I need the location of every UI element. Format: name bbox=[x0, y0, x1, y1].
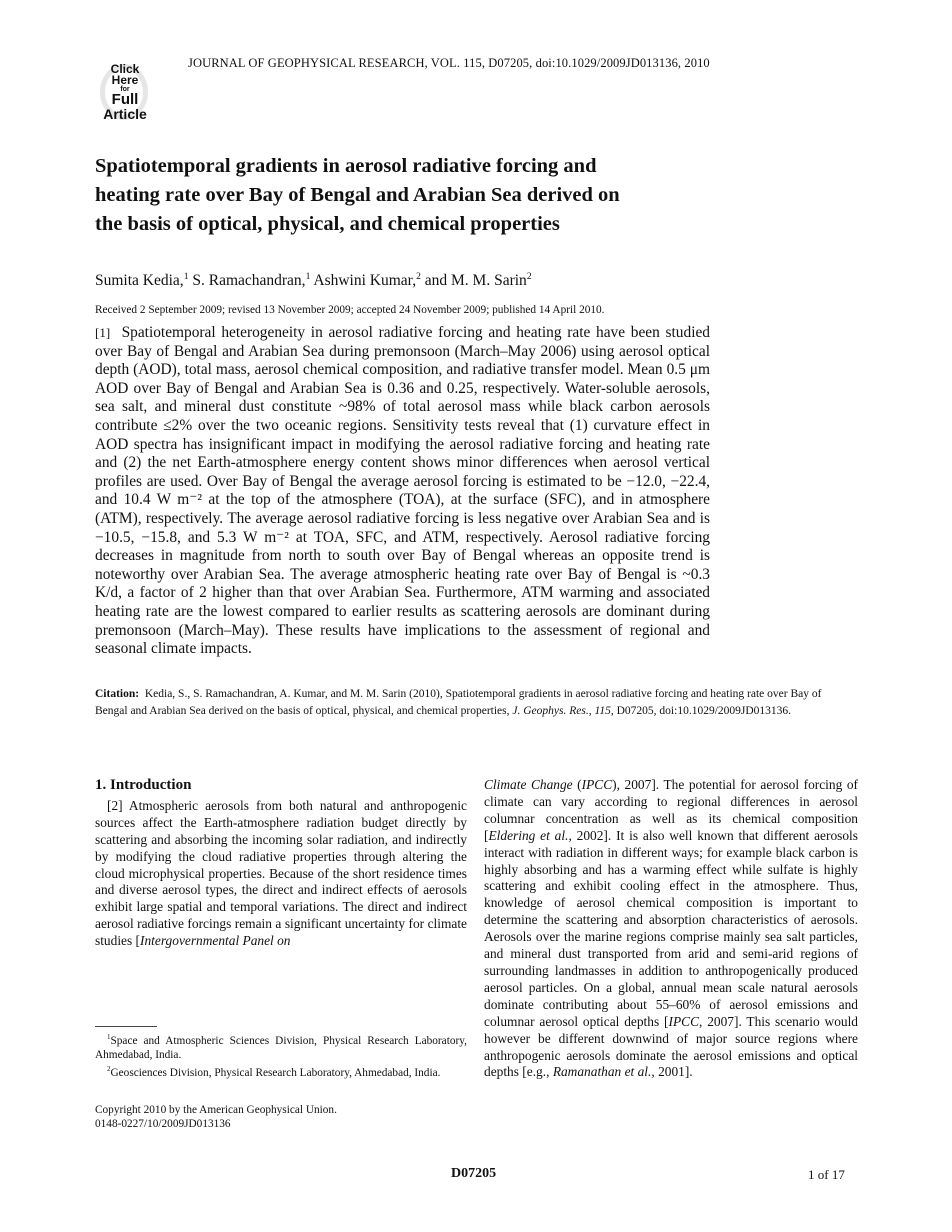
author-name: and M. M. Sarin bbox=[424, 272, 527, 290]
footnote-divider bbox=[95, 1026, 157, 1027]
reference: IPCC bbox=[581, 777, 613, 792]
affiliation-mark: 2 bbox=[416, 271, 421, 282]
logo-text: Full bbox=[111, 91, 139, 109]
authors bbox=[95, 271, 532, 290]
right-column bbox=[484, 777, 858, 1081]
logo-text: Article bbox=[103, 105, 147, 122]
full-article-logo[interactable] bbox=[92, 64, 158, 122]
logo-text: for bbox=[120, 85, 130, 93]
text: ( bbox=[572, 777, 582, 792]
reference: Eldering et al. bbox=[488, 827, 569, 843]
paragraph bbox=[95, 798, 467, 950]
reference: Intergovernmental Panel on bbox=[140, 933, 291, 949]
section-heading: 1. Introduction bbox=[95, 777, 192, 793]
affiliation-mark: 1 bbox=[183, 271, 189, 282]
citation-journal: J. Geophys. Res. bbox=[512, 704, 589, 717]
paper-title: Spatiotemporal gradients in aerosol radiative forcing and heating rate over Bay of Bengal and Arabian Sea derived on the basis of optical, physical, and chemical properties bbox=[95, 155, 620, 235]
abstract-text: Spatiotemporal heterogeneity in aerosol radiative forcing and heating rate have been studied over Bay of Bengal and Arabian Sea during premonsoon (March–May 2006) using aerosol optical depth (AOD), total mass, aerosol chemical composition, and radiative transfer model. Mean 0.5 μm AOD over Bay of Bengal and Arabian Sea is 0.36 and 0.25, respectively. Water-soluble aerosols, sea salt, and mineral dust constitute ~98% of total aerosol mass while black carbon aerosols contribute ≤2% over the two oceanic regions. Sensitivity tests reveal that (1) curvature effect in AOD spectra has insignificant impact in modifying the aerosol radiative forcing and heating rate and (2) the net Earth-atmosphere energy content shows minor differences when aerosol vertical profiles are used. Over Bay of Bengal the average aerosol forcing is estimated to be −12.0, −22.4, and 10.4 W m⁻² at the top of the atmosphere (TOA), at the surface (SFC), and in atmosphere (ATM), respectively. The average aerosol radiative forcing is less negative over Arabian Sea and is −10.5, −15.8, and 5.3 W m⁻² at TOA, SFC, and ATM, respectively. Aerosol radiative forcing decreases in magnitude from north to south over Bay of Bengal whereas an opposite trend is noteworthy over Arabian Sea. The average atmospheric heating rate over Bay of Bengal is ~0.3 K/d, a factor of 2 higher than that over Arabian Sea. Furthermore, ATM warming and associated heating rate are the lowest compared to earlier results as scattering aerosols are dominant during premonsoon (March–May). These results have implications to the assessment of regional and seasonal climate impacts. bbox=[95, 324, 710, 658]
footnote bbox=[95, 1062, 467, 1080]
reference: Ramanathan et al. bbox=[552, 1064, 652, 1080]
author-name: S. Ramachandran, bbox=[192, 272, 306, 290]
author-name: Ashwini Kumar, bbox=[313, 272, 417, 290]
affiliation-mark: 2 bbox=[526, 271, 532, 282]
article-id: D07205 bbox=[451, 1166, 497, 1181]
footnote bbox=[95, 1030, 467, 1062]
author-name: Sumita Kedia, bbox=[95, 272, 184, 290]
footnotes bbox=[95, 1030, 467, 1080]
text: , 2002]. It is also well known that different aerosols interact with radiation in different ways; for example black carbon is highly absorbing and has a warming effect while sulfate is highly scattering and exhibit cooling effect in the atmosphere. Thus, knowledge of aerosol chemical composition is important to determine the scattering and absorption characteristics of aerosols. Aerosols over the marine regions comprise mainly sea salt particles, and mineral dust transported from arid and semi-arid regions of surrounding landmasses in addition to anthropogenically produced aerosol particles. On a global, annual mean scale natural aerosols dominate contributing about 55–60% of aerosol emissions and columnar aerosol optical depths [ bbox=[484, 827, 858, 1029]
issn-line: 0148-0227/10/2009JD013136 bbox=[95, 1117, 231, 1130]
page-number: 1 of 17 bbox=[808, 1167, 845, 1182]
paragraph-number: [1] bbox=[95, 325, 111, 340]
citation-sep: , bbox=[588, 704, 595, 717]
paragraph-number: [2] bbox=[107, 797, 123, 813]
citation-label: Citation: bbox=[95, 688, 140, 700]
left-column bbox=[95, 777, 467, 950]
text: ), 2007]. The potential for aerosol forcing of climate can vary according to regional differences in aerosol columnar concentration as well as its chemical composition [ bbox=[484, 777, 859, 843]
logo-text: Here bbox=[111, 73, 139, 88]
copyright-line: Copyright 2010 by the American Geophysical Union. bbox=[95, 1104, 337, 1116]
text: , 2001]. bbox=[651, 1064, 693, 1080]
footnote-text: Space and Atmospheric Sciences Division, Physical Research Laboratory, Ahmedabad, India. bbox=[95, 1034, 467, 1061]
citation-volume: 115 bbox=[594, 704, 611, 717]
paragraph-text: Atmospheric aerosols from both natural and anthropogenic sources affect the Earth-atmosphere radiation budget directly by scattering and absorbing the incoming solar radiation, and indirectly by modifying the cloud radiative properties through altering the cloud microphysical properties. Because of the short residence times and diverse aerosol types, the direct and indirect effects of aerosols exhibit large spatial and temporal variations. The direct and indirect aerosol radiative forcings remain a significant uncertainty for climate studies [ bbox=[95, 797, 467, 949]
logo-text: Click bbox=[110, 62, 140, 76]
citation-text: Kedia, S., S. Ramachandran, A. Kumar, and M. M. Sarin (2010), Spatiotemporal gradients in aerosol radiative forcing and heating rate over Bay of Bengal and Arabian Sea derived on the basis of optical, physical, and chemical properties, bbox=[95, 688, 822, 717]
citation bbox=[95, 686, 855, 719]
citation-doi: , D07205, doi:10.1029/2009JD013136. bbox=[610, 704, 792, 717]
text: , 2007]. This scenario would however be different downwind of major source regions where anthropogenic aerosols dominate the aerosol emissions and optical depths [e.g., bbox=[484, 1013, 858, 1080]
received-dates: Received 2 September 2009; revised 13 November 2009; accepted 24 November 2009; published 14 April 2010. bbox=[95, 304, 605, 316]
footnote-text: Geosciences Division, Physical Research Laboratory, Ahmedabad, India. bbox=[110, 1066, 441, 1079]
reference: Climate Change bbox=[484, 777, 573, 792]
journal-header: JOURNAL OF GEOPHYSICAL RESEARCH, VOL. 115, D07205, doi:10.1029/2009JD013136, 2010 bbox=[188, 56, 710, 70]
footnote-mark: 2 bbox=[107, 1064, 111, 1073]
footnote-mark: 1 bbox=[107, 1033, 111, 1041]
copyright bbox=[95, 1104, 337, 1131]
paragraph bbox=[484, 777, 858, 1081]
abstract bbox=[95, 324, 710, 659]
affiliation-mark: 1 bbox=[305, 271, 311, 282]
reference: IPCC bbox=[668, 1013, 700, 1029]
